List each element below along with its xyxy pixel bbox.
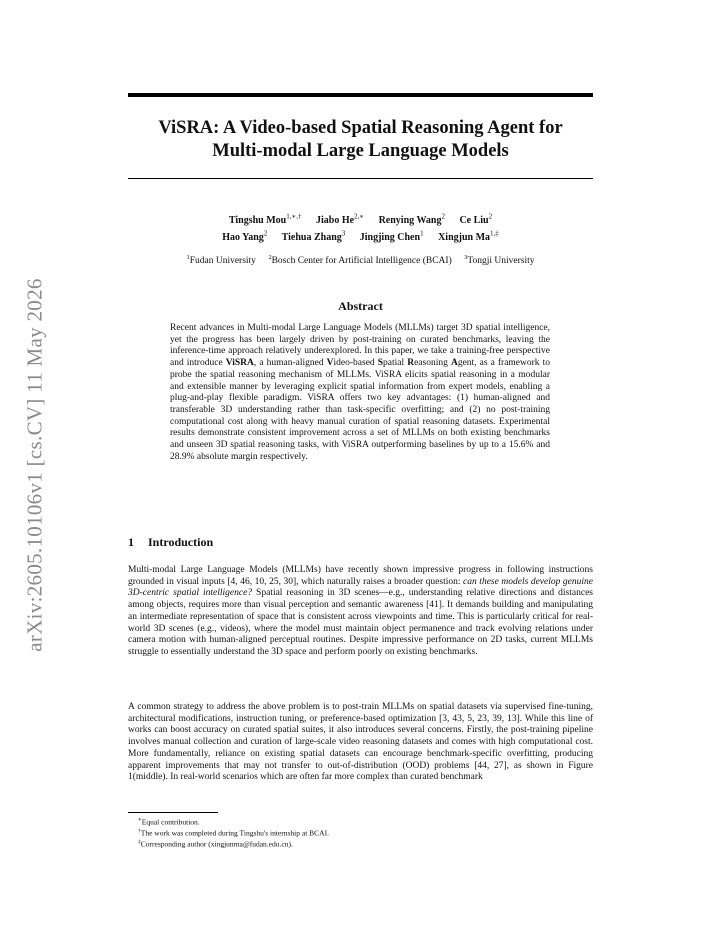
footnote: †The work was completed during Tingshu's internship at BCAI. xyxy=(138,828,329,838)
title-top-rule xyxy=(128,93,593,97)
affiliation-list xyxy=(128,252,593,267)
abstract-body: Recent advances in Multi-modal Large Language Models (MLLMs) target 3D spatial intelligence, yet the progress has been largely driven by post-training on curated benchmarks, leaving the inference-time approach relatively underexplored. In this paper, we take a training-free perspective and introduce ViSRA, a human-aligned Video-based Spatial Reasoning Agent, as a framework to probe the spatial reasoning mechanism of MLLMs. ViSRA elicits spatial reasoning in a modular and extensible manner by leveraging explicit spatial information from expert models, enabling a plug-and-play flexible paradigm. ViSRA offers two key advantages: (1) human-aligned and transferable 3D understanding rather than task-specific overfitting; and (2) no post-training computational cost along with heavy manual curation of spatial reasoning datasets. Experimental results demonstrate consistent improvement across a set of MLLMs on both existing benchmarks and unseen 3D spatial reasoning tasks, with ViSRA outperforming baselines by up to a 15.6% and 28.9% absolute margin respectively. xyxy=(170,323,550,462)
affiliation: $^1$Fudan University xyxy=(186,254,256,267)
author: Xingjun $Ma^{1,\ddagger}$ xyxy=(438,229,499,243)
intro-paragraph-1: Multi-modal Large Language Models (MLLMs) have recently shown impressive progress in following instructions grounded in visual inputs [4, 46, 10, 25, 30], which naturally raises a broader question: can these models develop genuine 3D-centric spatial intelligence? Spatial reasoning in 3D scenes—e.g., understanding relative directions and distances among objects, requires more than visual perception and semantic awareness [41]. It demands building and manipulating an intermediate representation of space that is consistent across viewpoints and time. This is particularly critical for real-world 3D scenes (e.g., videos), where the model must maintain object permanence and track evolving relations under camera motion with human-aligned perceptual routines. Despite impressive performance on 2D tasks, current MLLMs struggle to essentially understand the 3D space and perform poorly on existing benchmarks. xyxy=(128,565,594,657)
section-title: Introduction xyxy=(148,535,214,549)
arxiv-id: arXiv:2605.10106v1 [cs.CV] 11 May 2026 xyxy=(22,278,47,652)
footnote-rule xyxy=(128,812,218,813)
title-bottom-rule xyxy=(128,178,593,179)
footnotes xyxy=(138,816,593,849)
abstract-heading: Abstract xyxy=(338,299,383,313)
footnote: ∗Equal contribution. xyxy=(138,817,200,827)
intro-paragraph-2: A common strategy to address the above problem is to post-train MLLMs on spatial datasets via supervised fine-tuning, architectural modifications, instruction tuning, or preference-based optimization [3, 43, 5, 23, 39, 13]. While this line of works can boost accuracy on curated spatial suites, it also introduces several concerns. Firstly, the post-training pipeline involves manual collection and curation of large-scale video reasoning datasets and comes with high computational cost. More fundamentally, reliance on existing spatial datasets can encourage benchmark-specific overfitting, producing apparent improvements that may not transfer to out-of-distribution (OOD) problems [44, 27], as shown in Figure 1(middle). In real-world scenarios which are often far more complex than curated benchmark xyxy=(128,702,593,783)
author: Jingjing Chen$^1$ xyxy=(359,229,424,243)
author: Tiehua Zhang$^3$ xyxy=(281,229,346,243)
author: Jiabo $He^{2,∗}$ xyxy=(315,213,365,227)
affiliation: $^3$Tongji University xyxy=(464,254,535,267)
author: Tingshu Mou$^{1,∗,\dagger}$ xyxy=(228,213,302,227)
author: Ce Liu$^2$ xyxy=(459,213,493,227)
author-list xyxy=(128,211,593,244)
section-number: 1 xyxy=(128,535,134,549)
title-line-1: ViSRA: A Video-based Spatial Reasoning Agent for xyxy=(158,118,563,138)
affiliation: $^2$Bosch Center for Artificial Intelligence (BCAI) xyxy=(268,254,452,267)
author: Renying Wang$^2$ xyxy=(378,213,445,227)
author: Hao Yang$^2$ xyxy=(222,229,268,243)
paper-title xyxy=(128,117,593,163)
title-line-2: Multi-modal Large Language Models xyxy=(212,141,509,161)
section-heading xyxy=(128,535,213,550)
footnote: ‡Corresponding author (xingjunma@fudan.edu.cn). xyxy=(138,839,293,849)
